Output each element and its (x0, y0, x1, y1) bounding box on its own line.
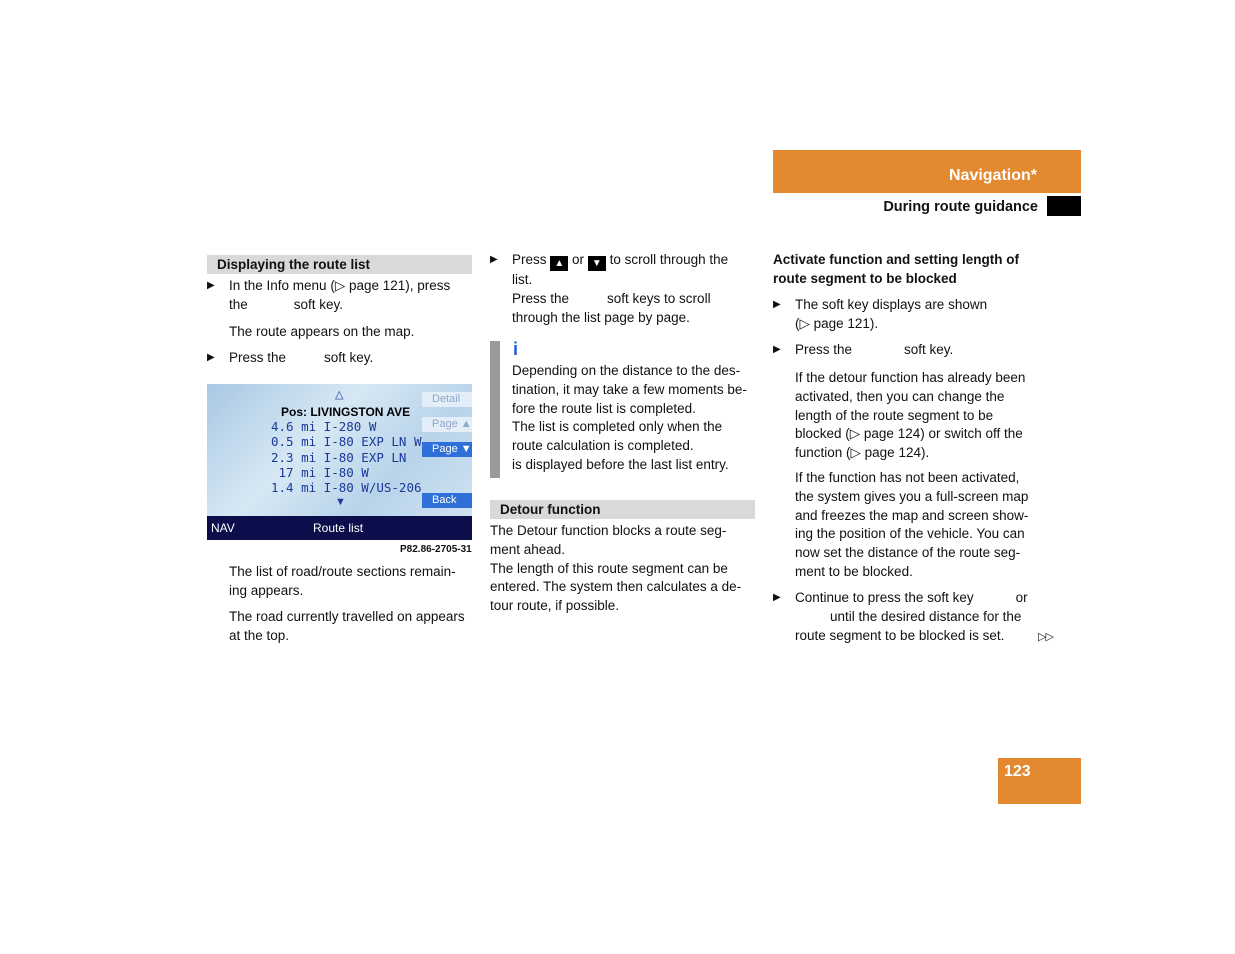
text: or (572, 252, 585, 267)
text: tour route, if possible. (490, 598, 620, 614)
image-caption: P82.86-2705-31 (400, 544, 472, 555)
bullet-arrow-icon: ▶ (773, 299, 781, 310)
info-icon: i (513, 339, 519, 359)
text: ing appears. (229, 582, 304, 598)
text: length of the route segment to be (795, 407, 994, 423)
text: The list is completed only when the (512, 419, 723, 435)
col3-para-2 (795, 469, 1055, 582)
text: function (▷ page 124). (795, 445, 930, 461)
scroll-down-icon: ▼ (335, 496, 346, 508)
route-row: 0.5 mi I-80 EXP LN W (271, 434, 422, 449)
chapter-header-band (773, 150, 1081, 193)
text: the system gives you a full-screen map (795, 488, 1029, 504)
text: and freezes the map and screen show- (795, 507, 1029, 523)
text: tination, it may take a few moments be- (512, 381, 747, 397)
page-number-box (998, 758, 1081, 804)
route-row: 17 mi I-80 W (271, 465, 369, 480)
section-subtitle: During route guidance (883, 199, 1038, 215)
col2-bullet-1 (490, 251, 760, 327)
nav-label: NAV (211, 521, 235, 535)
bullet-arrow-icon: ▶ (773, 592, 781, 603)
text: fore the route list is completed. (512, 400, 696, 416)
col1-bullet-2 (207, 349, 373, 368)
text: ing the position of the vehicle. You can (795, 526, 1025, 542)
text: is displayed before the last list entry. (512, 456, 729, 472)
text: ment ahead. (490, 541, 566, 557)
col3-bullet-1 (773, 296, 1053, 334)
text: soft key. (293, 296, 344, 312)
section-bar-route-list: Displaying the route list (207, 255, 472, 274)
softkey-back: Back (422, 493, 472, 508)
text: blocked (▷ page 124) or switch off the (795, 426, 1023, 442)
col1-bullet-1 (207, 277, 477, 315)
header-marker (1047, 196, 1081, 216)
text: to scroll through the (609, 252, 729, 267)
text: at the top. (229, 627, 290, 643)
text: If the function has not been activated, (795, 470, 1020, 485)
text: The road currently travelled on appears (229, 609, 465, 624)
text: route calculation is completed. (512, 438, 694, 454)
arrow-down-key-icon: ▼ (588, 256, 606, 271)
text: route segment to be blocked is set. (795, 627, 1005, 643)
text: Continue to press the soft key (795, 590, 974, 605)
col3-bullet-3 (773, 589, 1063, 645)
text: soft key. (904, 342, 954, 357)
current-position: Pos: LIVINGSTON AVE (281, 405, 411, 419)
col1-para-2 (229, 563, 456, 601)
info-side-bar (490, 341, 500, 478)
text: The length of this route segment can be (490, 560, 728, 576)
chapter-title: Navigation* (948, 167, 1037, 184)
route-row: 2.3 mi I-80 EXP LN (271, 450, 407, 465)
text: activated, then you can change the (795, 388, 1005, 404)
text: entered. The system then calculates a de- (490, 579, 742, 595)
text: list. (512, 272, 533, 287)
page-number: 123 (1004, 763, 1031, 780)
text: through the list page by page. (512, 309, 690, 325)
route-row: 1.4 mi I-80 W/US-206 (271, 480, 422, 495)
text: The list of road/route sections remain- (229, 564, 456, 579)
text: The Detour function blocks a route seg- (490, 523, 727, 538)
page-ref: ▷ page 121), press (334, 278, 451, 293)
route-list-screen (207, 384, 472, 540)
activate-heading (773, 251, 1048, 289)
screen-status-bar (207, 516, 472, 540)
text: Press the (512, 290, 570, 306)
col1-para-3 (229, 608, 465, 646)
text: ment to be blocked. (795, 563, 913, 579)
continued-icon: ▷▷ (1038, 631, 1053, 643)
text: Activate function and setting length of (773, 252, 1019, 267)
info-note (512, 362, 762, 475)
section-bar-detour: Detour function (490, 500, 755, 519)
page-ref: (▷ page 121). (795, 315, 879, 331)
text: The soft key displays are shown (795, 297, 988, 312)
detour-description (490, 522, 760, 616)
col1-para-1: The route appears on the map. (229, 324, 415, 339)
text: the (229, 296, 248, 312)
arrow-up-key-icon: ▲ (550, 256, 568, 271)
text: route segment to be blocked (773, 270, 957, 286)
bullet-arrow-icon: ▶ (207, 352, 215, 363)
text: now set the distance of the route seg- (795, 545, 1021, 561)
col3-bullet-2 (773, 341, 1053, 360)
softkey-page-up: Page ▲ (422, 417, 472, 432)
softkey-page-down: Page ▼ (422, 442, 472, 457)
text: In the Info menu ( (229, 278, 335, 293)
text: Press the (795, 342, 853, 357)
softkey-detail: Detail (422, 392, 472, 407)
text: or (1015, 590, 1028, 605)
bullet-arrow-icon: ▶ (490, 254, 498, 265)
text: Press the (229, 350, 287, 365)
screen-title: Route list (313, 521, 364, 535)
text: soft keys to scroll (607, 290, 711, 306)
route-row: 4.6 mi I-280 W (271, 419, 377, 434)
text: until the desired distance for the (830, 608, 1022, 624)
text: soft key. (324, 350, 374, 365)
text: If the detour function has already been (795, 370, 1026, 385)
text: Press (512, 252, 547, 267)
scroll-up-icon: △ (335, 389, 344, 401)
bullet-arrow-icon: ▶ (207, 280, 215, 291)
text: Depending on the distance to the des- (512, 363, 741, 378)
col3-para-1 (795, 369, 1055, 463)
bullet-arrow-icon: ▶ (773, 344, 781, 355)
